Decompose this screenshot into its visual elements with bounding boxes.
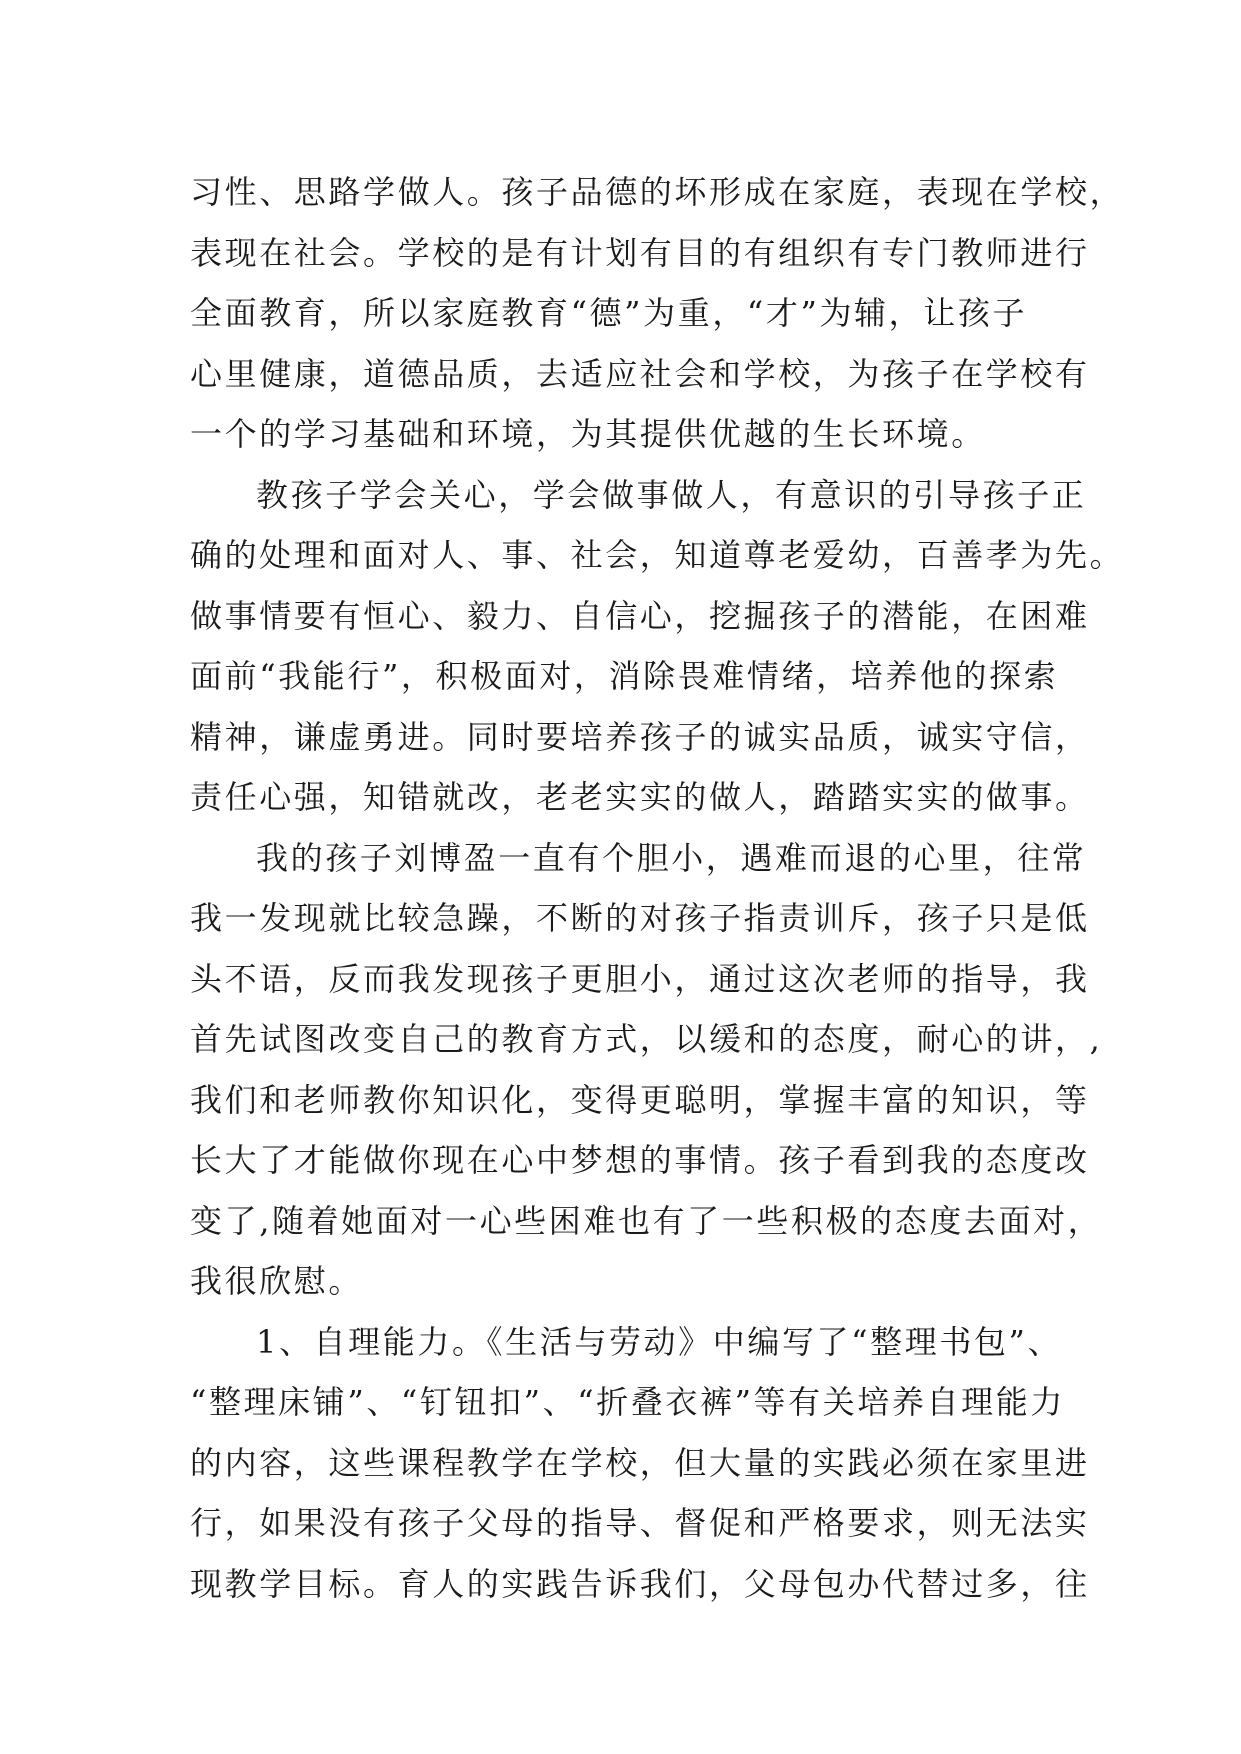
text-line: 变了,随着她面对一心些困难也有了一些积极的态度去面对， bbox=[190, 1201, 1103, 1240]
text-line: 1、自理能力。《生活与劳动》中编写了“整理书包”、 bbox=[256, 1322, 1063, 1361]
text-line: 我们和老师教你知识化，变得更聪明，掌握丰富的知识，等 bbox=[190, 1080, 1090, 1119]
text-line: 首先试图改变自己的教育方式，以缓和的态度，耐心的讲，, bbox=[190, 1020, 1103, 1058]
text-line: “整理床铺”、“钉钮扣”、“折叠衣裤”等有关培养自理能力 bbox=[190, 1383, 1065, 1421]
text-line: 责任心强，知错就改，老老实实的做人，踏踏实实的做事。 bbox=[190, 778, 1090, 816]
text-line: 表现在社会。学校的是有计划有目的有组织有专门教师进行 bbox=[190, 233, 1090, 272]
text-line: 我一发现就比较急躁，不断的对孩子指责训斥，孩子只是低 bbox=[190, 899, 1090, 937]
text-line: 全面教育，所以家庭教育“德”为重，“才”为辅，让孩子 bbox=[190, 294, 1028, 332]
text-line: 头不语，反而我发现孩子更胆小，通过这次老师的指导，我 bbox=[190, 959, 1090, 998]
text-line: 我的孩子刘博盈一直有个胆小，遇难而退的心里，往常 bbox=[256, 838, 1087, 877]
text-line: 的内容，这些课程教学在学校，但大量的实践必须在家里进 bbox=[190, 1443, 1090, 1482]
text-line: 精神，谦虚勇进。同时要培养孩子的诚实品质，诚实守信， bbox=[190, 717, 1090, 756]
text-line: 面前“我能行”，积极面对，消除畏难情绪，培养他的探索 bbox=[190, 657, 1059, 695]
document-body bbox=[190, 162, 1125, 1614]
text-line: 确的处理和面对人、事、社会，知道尊老爱幼，百善孝为先。 bbox=[190, 536, 1125, 574]
text-line: 我很欣慰。 bbox=[190, 1262, 364, 1300]
paragraph bbox=[190, 1312, 1090, 1615]
paragraph bbox=[190, 828, 1103, 1312]
paragraph bbox=[190, 162, 1125, 465]
paragraph bbox=[190, 465, 1125, 828]
text-line: 长大了才能做你现在心中梦想的事情。孩子看到我的态度改 bbox=[190, 1141, 1090, 1179]
text-line: 行，如果没有孩子父母的指导、督促和严格要求，则无法实 bbox=[190, 1504, 1090, 1542]
text-line: 现教学目标。育人的实践告诉我们，父母包办代替过多，往 bbox=[190, 1564, 1090, 1603]
text-line: 教孩子学会关心，学会做事做人，有意识的引导孩子正 bbox=[256, 475, 1087, 514]
text-line: 心里健康，道德品质，去适应社会和学校，为孩子在学校有 bbox=[190, 354, 1090, 393]
text-line: 习性、思路学做人。孩子品德的坏形成在家庭，表现在学校， bbox=[190, 173, 1125, 211]
text-line: 一个的学习基础和环境，为其提供优越的生长环境。 bbox=[190, 415, 986, 453]
text-line: 做事情要有恒心、毅力、自信心，挖掘孩子的潜能，在困难 bbox=[190, 596, 1090, 635]
